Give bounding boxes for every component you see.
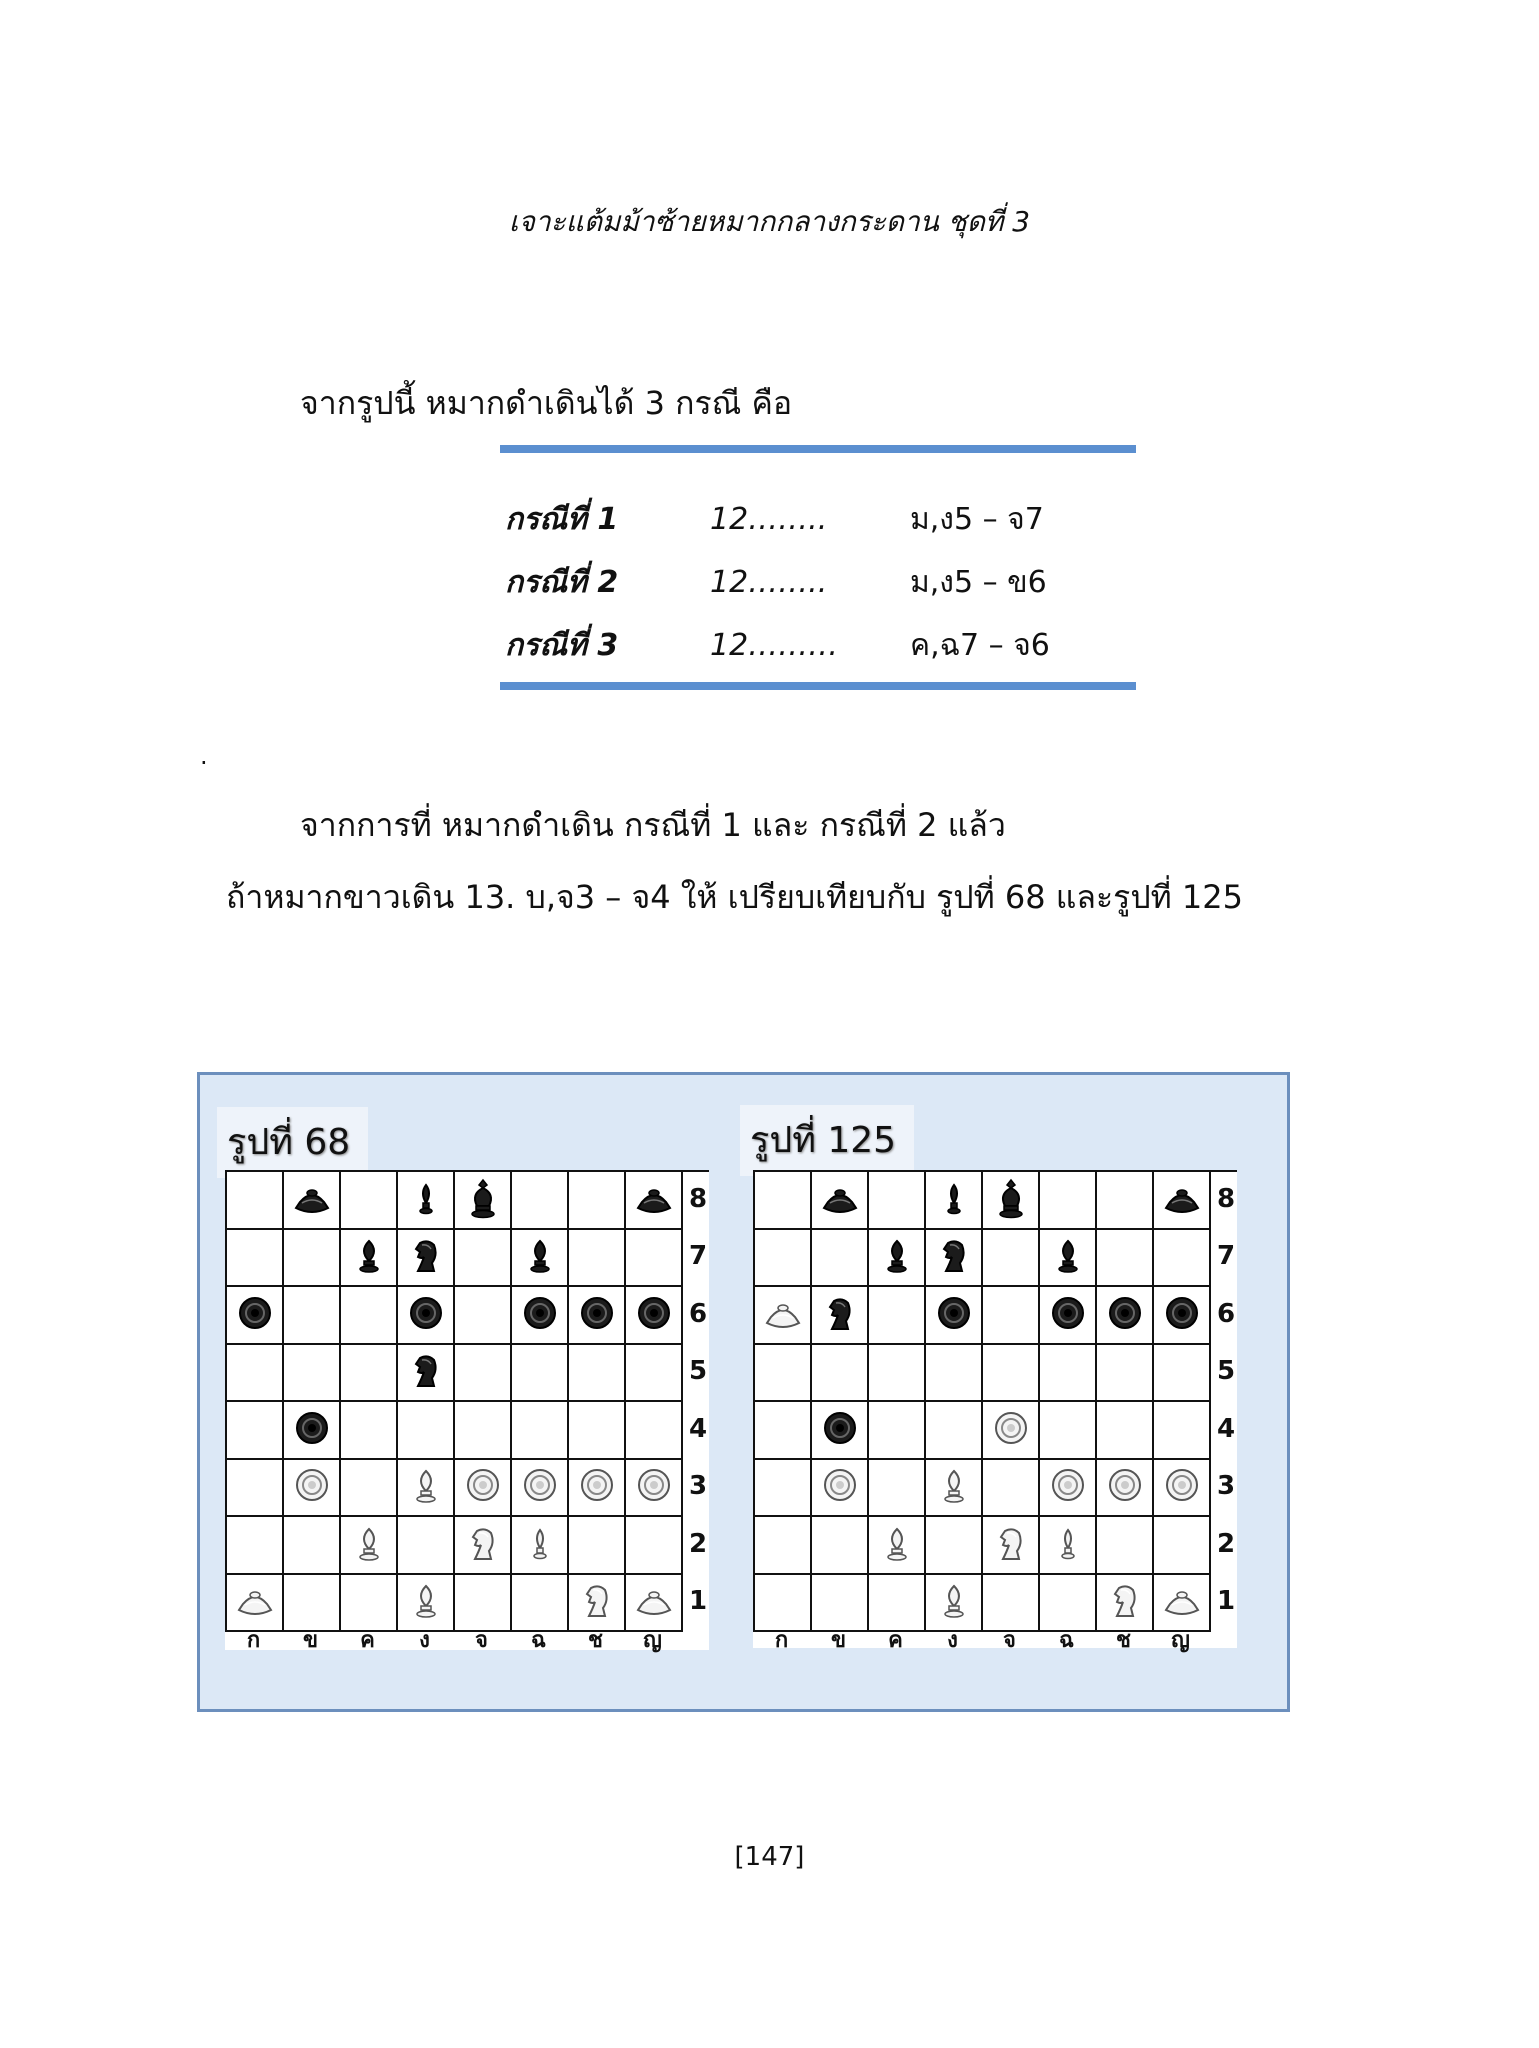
black-khon-piece-icon [875, 1233, 919, 1281]
board-square [1154, 1345, 1211, 1403]
board-square [1040, 1402, 1097, 1460]
board-square [512, 1575, 569, 1633]
board-square [1097, 1460, 1154, 1518]
board-square [569, 1402, 626, 1460]
black-bia-disc-icon [818, 1406, 862, 1454]
board-square [1040, 1172, 1097, 1230]
board-square [341, 1517, 398, 1575]
black-khon-piece-icon [1046, 1233, 1090, 1281]
black-khon-piece-icon [518, 1233, 562, 1281]
board-square [1097, 1517, 1154, 1575]
board-square [341, 1172, 398, 1230]
board-square [227, 1172, 284, 1230]
board-square [1040, 1345, 1097, 1403]
white-bia-disc-icon [989, 1406, 1033, 1454]
board-square [227, 1460, 284, 1518]
board-square [284, 1402, 341, 1460]
board-square [812, 1172, 869, 1230]
file-label: ช [588, 1632, 603, 1653]
board-square [398, 1460, 455, 1518]
board-grid [225, 1170, 709, 1632]
board-square [983, 1517, 1040, 1575]
file-label: จ [1003, 1632, 1016, 1653]
board-square [1040, 1460, 1097, 1518]
file-label: ข [302, 1632, 319, 1653]
board-square [926, 1402, 983, 1460]
board-square [755, 1517, 812, 1575]
intro-text: จากรูปนี้ หมากดำเดินได้ 3 กรณี คือ [300, 384, 793, 422]
board-square [512, 1230, 569, 1288]
board-square [398, 1230, 455, 1288]
board-square [1040, 1575, 1097, 1633]
board-square [626, 1172, 683, 1230]
white-bia-disc-icon [518, 1463, 562, 1511]
case-row-3 [505, 614, 1145, 677]
move-number: 12…….. [710, 502, 828, 537]
board-square [926, 1575, 983, 1633]
board-square [926, 1230, 983, 1288]
white-bia-disc-icon [1160, 1463, 1204, 1511]
board-square [869, 1287, 926, 1345]
board-square [512, 1460, 569, 1518]
board-square [983, 1287, 1040, 1345]
white-ruea-boat-icon [233, 1578, 277, 1626]
white-bia-disc-icon [818, 1463, 862, 1511]
black-bia-disc-icon [632, 1291, 676, 1339]
rank-label: 7 [1216, 1241, 1236, 1272]
board-square [569, 1517, 626, 1575]
board-square [398, 1287, 455, 1345]
file-label: ก [246, 1632, 261, 1653]
white-ruea-boat-icon [1160, 1578, 1204, 1626]
black-ruea-boat-icon [818, 1176, 862, 1224]
black-bia-disc-icon [233, 1291, 277, 1339]
table-top-rule [500, 445, 1136, 453]
paragraph-1: จากการที่ หมากดำเดิน กรณีที่ 1 และ กรณีที่ 2 แล้ว [300, 806, 1006, 844]
black-khun-king-icon [989, 1176, 1033, 1224]
board-square [812, 1287, 869, 1345]
board-square [983, 1575, 1040, 1633]
rank-label: 6 [688, 1298, 708, 1329]
black-bia-disc-icon [932, 1291, 976, 1339]
white-bia-disc-icon [461, 1463, 505, 1511]
white-khon-piece-icon [875, 1521, 919, 1569]
board-square [983, 1460, 1040, 1518]
board-grid [753, 1170, 1237, 1632]
board-square [1097, 1402, 1154, 1460]
board-square [569, 1287, 626, 1345]
board-square [755, 1287, 812, 1345]
board-square [926, 1517, 983, 1575]
board-square [398, 1402, 455, 1460]
board-square [341, 1230, 398, 1288]
board-square [869, 1517, 926, 1575]
board-square [1154, 1517, 1211, 1575]
board-square [1097, 1230, 1154, 1288]
figure-title-68: รูปที่ 68 [217, 1107, 368, 1178]
board-square [1097, 1575, 1154, 1633]
black-bia-disc-icon [575, 1291, 619, 1339]
file-label: ญ [643, 1632, 662, 1653]
board-square [227, 1575, 284, 1633]
board-square [1154, 1172, 1211, 1230]
rank-label: 3 [1216, 1471, 1236, 1502]
board-square [512, 1287, 569, 1345]
rank-labels [1215, 1170, 1237, 1630]
board-square [284, 1230, 341, 1288]
white-khon-piece-icon [347, 1521, 391, 1569]
board-square [284, 1172, 341, 1230]
case-label: กรณีที่ 1 [505, 502, 619, 537]
board-square [398, 1345, 455, 1403]
black-bia-disc-icon [404, 1291, 448, 1339]
black-bia-disc-icon [290, 1406, 334, 1454]
board-square [755, 1172, 812, 1230]
board-square [455, 1345, 512, 1403]
board-square [755, 1345, 812, 1403]
board-square [1154, 1230, 1211, 1288]
board-square [626, 1287, 683, 1345]
rank-label: 4 [1216, 1413, 1236, 1444]
board-square [284, 1287, 341, 1345]
board-square [569, 1345, 626, 1403]
board-square [869, 1575, 926, 1633]
board-square [626, 1402, 683, 1460]
board-square [398, 1575, 455, 1633]
board-square [284, 1575, 341, 1633]
board-square [812, 1575, 869, 1633]
black-khon-piece-icon [347, 1233, 391, 1281]
chess-board-68 [225, 1170, 709, 1653]
board-square [812, 1517, 869, 1575]
file-labels [753, 1632, 1209, 1654]
figure-box [197, 1072, 1290, 1712]
board-square [1154, 1575, 1211, 1633]
board-square [227, 1345, 284, 1403]
black-ma-knight-icon [818, 1291, 862, 1339]
white-khon-piece-icon [932, 1578, 976, 1626]
board-square [755, 1230, 812, 1288]
file-label: ข [830, 1632, 847, 1653]
black-ma-knight-icon [932, 1233, 976, 1281]
board-square [341, 1345, 398, 1403]
board-square [1154, 1460, 1211, 1518]
file-label: ค [888, 1632, 903, 1653]
board-square [227, 1287, 284, 1345]
rank-label: 6 [1216, 1298, 1236, 1329]
file-label: ช [1116, 1632, 1131, 1653]
board-square [284, 1517, 341, 1575]
board-square [926, 1345, 983, 1403]
board-square [227, 1517, 284, 1575]
white-khon-piece-icon [404, 1463, 448, 1511]
page-number: [147] [734, 1842, 805, 1872]
board-square [512, 1402, 569, 1460]
board-square [227, 1402, 284, 1460]
white-khon-piece-icon [404, 1578, 448, 1626]
board-square [341, 1575, 398, 1633]
white-met-piece-icon [1046, 1521, 1090, 1569]
board-square [626, 1460, 683, 1518]
board-square [626, 1345, 683, 1403]
file-label: ฉ [531, 1632, 546, 1653]
white-ma-knight-icon [1103, 1578, 1147, 1626]
board-square [569, 1230, 626, 1288]
board-square [398, 1172, 455, 1230]
board-square [1040, 1230, 1097, 1288]
white-met-piece-icon [518, 1521, 562, 1569]
page-heading: เจาะแต้มม้าซ้ายหมากกลางกระดาน ชุดที่ 3 [508, 205, 1031, 238]
board-square [284, 1460, 341, 1518]
black-bia-disc-icon [518, 1291, 562, 1339]
black-met-piece-icon [404, 1176, 448, 1224]
board-square [512, 1172, 569, 1230]
board-square [227, 1230, 284, 1288]
board-square [983, 1402, 1040, 1460]
board-square [755, 1575, 812, 1633]
board-square [983, 1230, 1040, 1288]
black-bia-disc-icon [1103, 1291, 1147, 1339]
board-square [1097, 1345, 1154, 1403]
rank-label: 7 [688, 1241, 708, 1272]
stray-dot: . [200, 742, 208, 770]
board-square [512, 1517, 569, 1575]
black-ma-knight-icon [404, 1348, 448, 1396]
board-square [1097, 1287, 1154, 1345]
white-ruea-boat-icon [761, 1291, 805, 1339]
board-square [455, 1575, 512, 1633]
board-square [626, 1575, 683, 1633]
board-square [983, 1345, 1040, 1403]
board-square [869, 1230, 926, 1288]
case-row-2 [505, 551, 1145, 614]
board-square [1097, 1172, 1154, 1230]
move-number: 12……… [710, 628, 839, 663]
file-labels [225, 1632, 681, 1654]
black-bia-disc-icon [1046, 1291, 1090, 1339]
paragraph-2: ถ้าหมากขาวเดิน 13. บ,จ3 – จ4 ให้ เปรียบเทียบกับ รูปที่ 68 และรูปที่ 125 [226, 878, 1243, 916]
figure-title-125: รูปที่ 125 [740, 1105, 914, 1176]
board-square [455, 1172, 512, 1230]
board-square [869, 1345, 926, 1403]
board-square [512, 1345, 569, 1403]
board-square [284, 1345, 341, 1403]
file-label: ก [774, 1632, 789, 1653]
white-bia-disc-icon [1103, 1463, 1147, 1511]
rank-label: 4 [688, 1413, 708, 1444]
white-bia-disc-icon [1046, 1463, 1090, 1511]
white-bia-disc-icon [575, 1463, 619, 1511]
board-square [569, 1172, 626, 1230]
chess-board-125 [753, 1170, 1237, 1653]
board-square [1154, 1287, 1211, 1345]
case-label: กรณีที่ 2 [505, 565, 619, 600]
board-square [626, 1517, 683, 1575]
board-square [341, 1287, 398, 1345]
table-bottom-rule [500, 682, 1136, 690]
case-label: กรณีที่ 3 [505, 628, 619, 663]
board-square [1154, 1402, 1211, 1460]
black-bia-disc-icon [1160, 1291, 1204, 1339]
board-square [926, 1460, 983, 1518]
white-bia-disc-icon [632, 1463, 676, 1511]
board-square [869, 1460, 926, 1518]
rank-label: 5 [1216, 1356, 1236, 1387]
rank-label: 8 [688, 1183, 708, 1214]
rank-label: 2 [1216, 1528, 1236, 1559]
file-label: ญ [1171, 1632, 1190, 1653]
board-square [569, 1575, 626, 1633]
white-ma-knight-icon [461, 1521, 505, 1569]
black-ruea-boat-icon [1160, 1176, 1204, 1224]
rank-label: 2 [688, 1528, 708, 1559]
file-label: ฉ [1059, 1632, 1074, 1653]
white-ruea-boat-icon [632, 1578, 676, 1626]
board-square [1040, 1517, 1097, 1575]
board-square [983, 1172, 1040, 1230]
white-ma-knight-icon [989, 1521, 1033, 1569]
rank-labels [687, 1170, 709, 1630]
black-ruea-boat-icon [632, 1176, 676, 1224]
move-text: ค,ฉ7 – จ6 [910, 628, 1050, 663]
black-khun-king-icon [461, 1176, 505, 1224]
move-number: 12…….. [710, 565, 828, 600]
rank-label: 5 [688, 1356, 708, 1387]
board-square [755, 1460, 812, 1518]
move-text: ม,ง5 – จ7 [910, 502, 1044, 537]
white-ma-knight-icon [575, 1578, 619, 1626]
board-square [455, 1517, 512, 1575]
board-square [626, 1230, 683, 1288]
cases-table [505, 488, 1145, 677]
board-square [869, 1172, 926, 1230]
board-square [812, 1460, 869, 1518]
black-ma-knight-icon [404, 1233, 448, 1281]
board-square [341, 1402, 398, 1460]
white-khon-piece-icon [932, 1463, 976, 1511]
rank-label: 8 [1216, 1183, 1236, 1214]
board-square [341, 1460, 398, 1518]
board-square [455, 1460, 512, 1518]
board-square [926, 1287, 983, 1345]
file-label: ง [947, 1632, 958, 1653]
board-square [812, 1402, 869, 1460]
file-label: จ [475, 1632, 488, 1653]
move-text: ม,ง5 – ข6 [910, 565, 1047, 600]
board-square [569, 1460, 626, 1518]
rank-label: 1 [1216, 1586, 1236, 1617]
black-ruea-boat-icon [290, 1176, 334, 1224]
board-square [812, 1345, 869, 1403]
white-bia-disc-icon [290, 1463, 334, 1511]
file-label: ค [360, 1632, 375, 1653]
board-square [812, 1230, 869, 1288]
board-square [755, 1402, 812, 1460]
board-square [455, 1230, 512, 1288]
board-square [926, 1172, 983, 1230]
rank-label: 3 [688, 1471, 708, 1502]
board-square [455, 1287, 512, 1345]
board-square [869, 1402, 926, 1460]
board-square [455, 1402, 512, 1460]
case-row-1 [505, 488, 1145, 551]
file-label: ง [419, 1632, 430, 1653]
board-square [398, 1517, 455, 1575]
black-met-piece-icon [932, 1176, 976, 1224]
board-square [1040, 1287, 1097, 1345]
rank-label: 1 [688, 1586, 708, 1617]
